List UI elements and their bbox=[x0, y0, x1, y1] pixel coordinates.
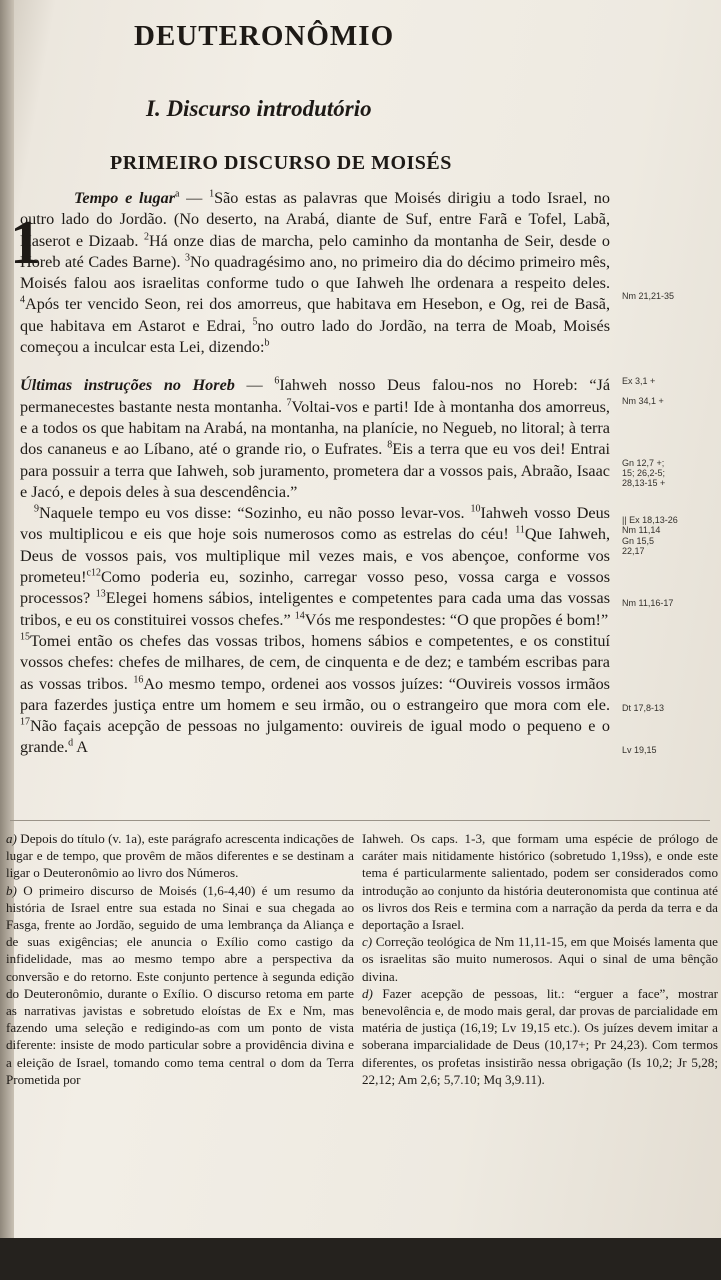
cross-ref: Gn 12,7 +; bbox=[622, 458, 665, 468]
cross-ref: 28,13-15 + bbox=[622, 478, 666, 488]
verse-text: Eis a terra que eu vos dei! Entrai para possuir a terra que Iahweh, sob juramento, prometera dar a vossos pais, Abraão, Isaac e Jacó, e depois deles à sua descendência.” bbox=[20, 440, 610, 501]
note-ref-c: c bbox=[86, 567, 91, 579]
discourse-title: PRIMEIRO DISCURSO DE MOISÉS bbox=[110, 152, 452, 174]
paragraph-3 bbox=[20, 503, 610, 631]
footnote-b bbox=[6, 882, 354, 1088]
cross-ref: Nm 21,21-35 bbox=[622, 291, 675, 301]
footnote-b-continued bbox=[362, 830, 718, 933]
dash: — bbox=[234, 376, 275, 395]
note-ref-d: d bbox=[68, 738, 74, 750]
verse-number: 1 bbox=[209, 188, 215, 200]
verse-number: 8 bbox=[387, 439, 393, 451]
chapter-number: 1 bbox=[10, 209, 41, 277]
footnote-text: O primeiro discurso de Moisés (1,6-4,40) é um resumo da história de Israel entre sua estada no Sinai e sua chegada ao Fasga, frente ao Jordão, seguido de uma lembrança da Aliança e de suas exigências; ele anuncia o Exílio como castigo da infidelidade, mas ao mesmo tempo abre a perspectiva da conversão e do retorno. Este conjunto pertence à segunda edição do Deuteronômio, durante o Exílio. O discurso retoma em parte as narrativas javistas e sobretudo eloístas de Ex e Nm, mas fazendo uma seleção e redigindo-as com um ponto de vista diferente: insiste de modo particular sobre a providência divina e a eleição de Israel, tomando como tema central o dom da Terra Prometida por bbox=[6, 882, 354, 1087]
verse-number: 14 bbox=[294, 610, 305, 622]
verse-number: 16 bbox=[133, 674, 144, 686]
cross-ref: Nm 11,16-17 bbox=[622, 598, 674, 608]
verse-text: Iahweh vosso Deus vos multiplicou e eis que hoje sois numerosos como as estrelas do céu! bbox=[20, 504, 610, 544]
verse-number: 13 bbox=[95, 588, 106, 600]
cross-ref: Nm 11,14 bbox=[622, 525, 661, 535]
verse-number: 7 bbox=[286, 397, 292, 409]
verse-number: 6 bbox=[274, 375, 280, 387]
note-ref-b: b bbox=[264, 337, 270, 349]
verse-number: 3 bbox=[185, 252, 191, 264]
verse-text: Voltai-vos e parti! Ide à montanha dos amorreus, e a todos os que habitam na Arabá, na montanha, na planície, no Negueb, no litoral; à terra dos cananeus e ao Líbano, até o grande rio, o Eufrates. bbox=[20, 397, 610, 459]
footnote-label: a) bbox=[6, 831, 17, 846]
footnote-label: d) bbox=[362, 985, 373, 1001]
verse-number: 4 bbox=[20, 295, 25, 307]
footnote-label: c) bbox=[362, 934, 373, 950]
footnotes-left-column bbox=[6, 830, 354, 1088]
verse-number: 9 bbox=[34, 503, 39, 515]
verse-text: Ao mesmo tempo, ordenei aos vossos juízes: “Ouvireis vossos irmãos para fazerdes justiça entre um homem e seu irmão, ou o estrangeiro que mora com ele. bbox=[20, 674, 610, 714]
heading-ultimas-instrucoes: Últimas instruções no Horeb bbox=[20, 376, 235, 395]
paragraph-1 bbox=[20, 188, 610, 358]
footnote-text: Fazer acepção de pessoas, lit.: “erguer a face”, mostrar benevolência e, de modo mais geral, dar provas de parcialidade em matéria de justiça (16,19; Lv 19,15 etc.). Os juízes devem imitar a soberana imparcialidade de Deus (10,17+; Pr 24,23). Com termos diferentes, os profetas insistirão nessa obrigação (Is 10,2; Jr 5,28; 22,12; Am 2,6; 5,7.10; Mq 3,9.11). bbox=[362, 985, 718, 1087]
verse-number: 10 bbox=[470, 503, 481, 515]
paragraph-2 bbox=[20, 375, 610, 503]
verse-text: Elegei homens sábios, inteligentes e competentes para cada uma das vossas tribos, e eu os constituirei vossos chefes.” bbox=[20, 589, 611, 629]
verse-text: Naquele tempo eu vos disse: “Sozinho, eu não posso levar-vos. bbox=[39, 504, 471, 523]
cross-ref: Ex 3,1 + bbox=[622, 376, 656, 386]
verse-number: 2 bbox=[143, 231, 149, 243]
footnote-divider bbox=[10, 820, 710, 821]
book-title: DEUTERONÔMIO bbox=[134, 20, 395, 52]
verse-text: no outro lado do Jordão, na terra de Moab, Moisés começou a inculcar esta Lei, dizendo: bbox=[20, 316, 610, 357]
note-ref-a: a bbox=[175, 188, 180, 200]
cross-ref: Dt 17,8-13 bbox=[622, 703, 665, 713]
footnote-text: Depois do título (v. 1a), este parágrafo acrescenta indicações de lugar e de tempo, que provêm de mãos diferentes e se destinam a ligar o Deuteronômio ao livro dos Números. bbox=[6, 831, 354, 881]
verse-text: Tomei então os chefes das vossas tribos, homens sábios e competentes, e os constituí vossos chefes: chefes de milhares, de cem, de cinquenta e de dez; e também escribas para as vossas tribos. bbox=[20, 631, 610, 693]
verse-number: 11 bbox=[515, 525, 525, 537]
verse-text: Como poderia eu, sozinho, carregar vosso peso, vossa carga e vossos processos? bbox=[20, 568, 610, 608]
footnote-text: Correção teológica de Nm 11,11-15, em que Moisés lamenta que os israelitas são muito numerosos. Aqui o sinal de uma bênção divina. bbox=[362, 934, 718, 984]
verse-text: Após ter vencido Seon, rei dos amorreus, que habitava em Hesebon, e Og, rei de Basã, que habitava em Astarot e Edrai, bbox=[20, 295, 610, 335]
verse-number: 5 bbox=[252, 316, 258, 328]
main-text bbox=[20, 188, 610, 759]
background-surface bbox=[0, 1238, 721, 1280]
heading-tempo-e-lugar: Tempo e lugar bbox=[74, 189, 175, 207]
verse-number: 12 bbox=[90, 567, 101, 579]
verse-text: Que Iahweh, Deus de vossos pais, vos multiplique mil vezes mais, e vos abençoe, conforme vos prometeu! bbox=[20, 525, 610, 587]
cross-ref: 15; 26,2-5; bbox=[622, 468, 666, 478]
verse-text: São estas as palavras que Moisés dirigiu a todo Israel, no outro lado do Jordão. (No deserto, na Arabá, diante de Suf, entre Farã e Tofel, Labã, Haserot e Dizaab. bbox=[20, 189, 610, 250]
verse-text: Iahweh nosso Deus falou-nos no Horeb: “Já permanecestes bastante nesta montanha. bbox=[20, 376, 611, 416]
verse-text: Não façais acepção de pessoas no julgamento: ouvireis de igual modo o pequeno e o grande. bbox=[20, 717, 610, 757]
verse-text: No quadragésimo ano, no primeiro dia do décimo primeiro mês, Moisés falou aos israelitas conforme tudo o que Iahweh lhe ordenara a respeito deles. bbox=[20, 252, 611, 293]
paragraph-4 bbox=[20, 631, 610, 759]
cross-ref: Lv 19,15 bbox=[622, 745, 657, 755]
verse-text: A bbox=[73, 738, 88, 757]
cross-ref: Nm 34,1 + bbox=[622, 396, 664, 406]
footnote-c bbox=[362, 933, 718, 985]
verse-number: 17 bbox=[20, 716, 30, 728]
footnote-d bbox=[362, 985, 718, 1088]
cross-ref: 22,17 bbox=[622, 546, 645, 556]
dash: — bbox=[179, 189, 210, 207]
cross-ref: || Ex 18,13-26 bbox=[622, 515, 678, 525]
footnotes-right-column bbox=[362, 830, 718, 1088]
verse-number: 15 bbox=[20, 631, 30, 643]
cross-ref: Gn 15,5 bbox=[622, 536, 655, 546]
verse-text: Há onze dias de marcha, pelo caminho da montanha de Seir, desde o Horeb até Cades Barne). bbox=[20, 231, 610, 271]
section-title: I. Discurso introdutório bbox=[146, 96, 372, 121]
footnote-a bbox=[6, 830, 354, 882]
footnote-label: b) bbox=[6, 882, 17, 898]
footnote-text: Iahweh. Os caps. 1-3, que formam uma espécie de prólogo de caráter mais nitidamente histórico (sobretudo 1,19ss), e onde este tema é particularmente salientado, podem ser considerados como introdução ao conjunto da história deuteronomista que continua até os livros dos Reis e termina com a narração da perda da terra e da deportação a Israel. bbox=[362, 831, 718, 933]
verse-text: Vós me respondestes: “O que propões é bom!” bbox=[304, 610, 609, 629]
